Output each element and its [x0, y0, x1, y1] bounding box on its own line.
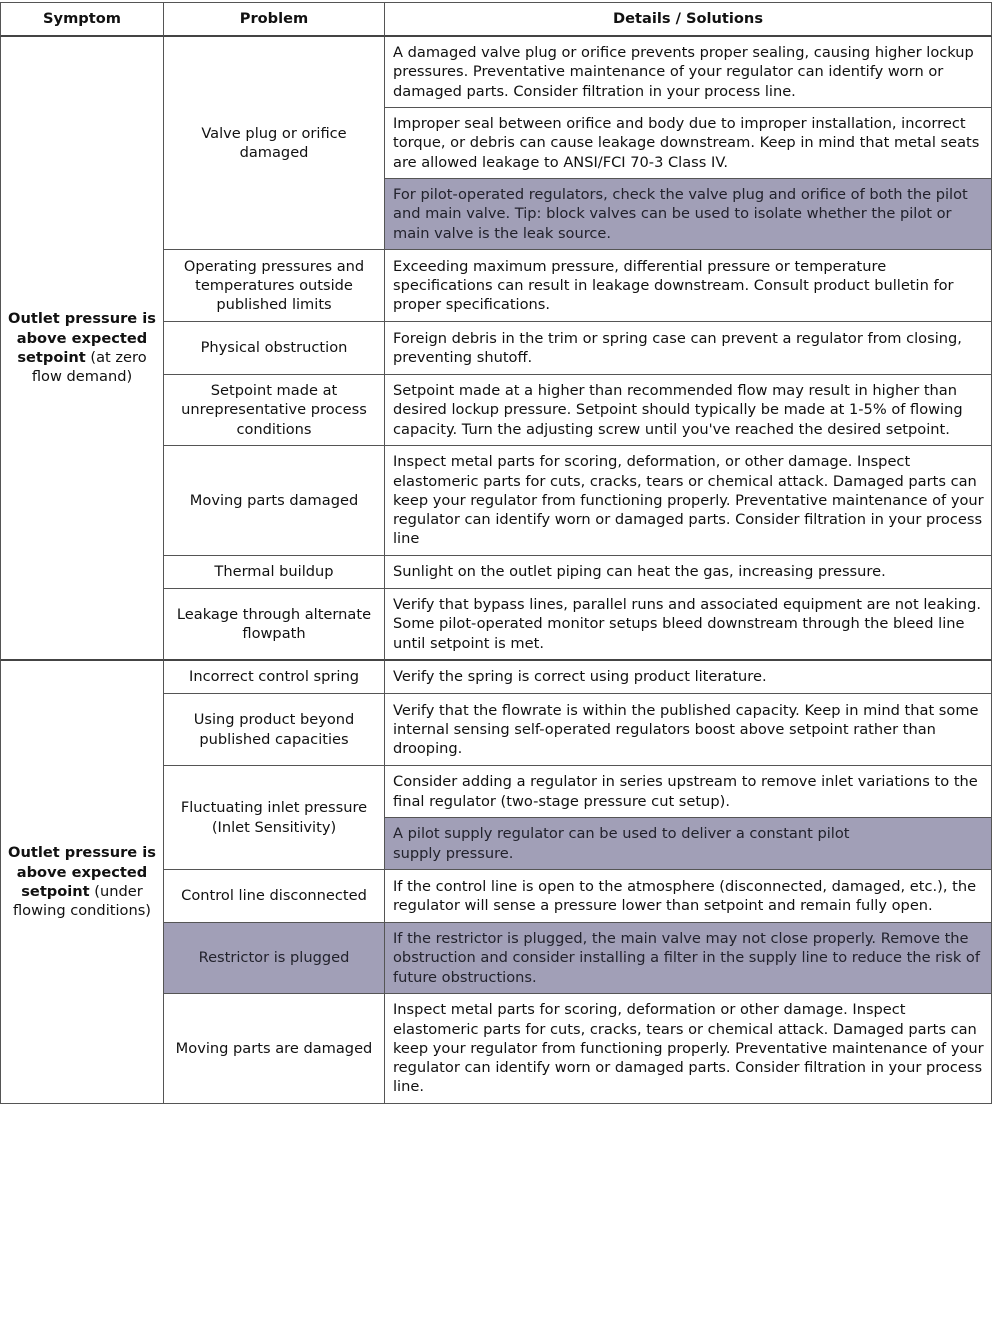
problem-label: Operating pressures and temperatures outside published limits: [183, 257, 365, 314]
detail-text: A damaged valve plug or orifice prevents proper sealing, causing higher lockup pressures. Preventative maintenance of your regulator can identify worn or damaged parts. Consider filtration in your process line.: [393, 44, 974, 100]
symptom-bold-text: Outlet pressure is above expected setpoint: [8, 844, 156, 900]
detail-text: For pilot-operated regulators, check the valve plug and orifice of both the pilot and main valve. Tip: block valves can be used to isolate whether the pilot or main valve is the leak source.: [393, 186, 968, 242]
detail-cell: [385, 250, 992, 322]
problem-label: Setpoint made at unrepresentative process conditions: [181, 382, 367, 438]
detail-text: Foreign debris in the trim or spring case can prevent a regulator from closing, preventing shutoff.: [393, 329, 962, 366]
problem-label: Incorrect control spring: [189, 668, 359, 686]
detail-text: Setpoint made at a higher than recommended flow may result in higher than desired lockup pressure. Setpoint should typically be made at 1-5% of flowing capacity. Turn the adjusting screw until you've reached the desired setpoint.: [393, 382, 963, 438]
header-problem: [164, 2, 385, 37]
problem-label: Control line disconnected: [181, 887, 367, 905]
problem-moving-parts-damaged: [164, 994, 385, 1104]
header-problem-label: Problem: [239, 10, 309, 28]
symptom-rest-text: (under flowing conditions): [12, 883, 152, 920]
problem-valve-plug: [164, 37, 385, 250]
problem-label: Thermal buildup: [214, 563, 334, 581]
problem-label: Valve plug or orifice damaged: [201, 124, 347, 161]
detail-text: A pilot supply regulator can be used to deliver a constant pilot supply pressure.: [393, 825, 850, 862]
problem-setpoint-conditions: [164, 375, 385, 446]
symptom-rest-text: (at zero flow demand): [31, 349, 147, 386]
detail-cell: [385, 322, 992, 375]
symptom-cell-flowing: [0, 661, 164, 1104]
problem-label: Using product beyond published capacities: [193, 711, 355, 748]
problem-leakage-flowpath: [164, 589, 385, 661]
detail-cell-highlighted: [385, 923, 992, 994]
detail-cell: [385, 870, 992, 923]
problem-control-line: [164, 870, 385, 923]
problem-label: Physical obstruction: [200, 339, 348, 357]
detail-text: Consider adding a regulator in series upstream to remove inlet variations to the final regulator (two-stage pressure cut setup).: [393, 773, 978, 810]
detail-cell: [385, 694, 992, 766]
detail-cell: [385, 108, 992, 179]
detail-cell-highlighted: [385, 818, 992, 870]
problem-restrictor-plugged: [164, 923, 385, 994]
problem-beyond-capacity: [164, 694, 385, 766]
problem-thermal-buildup: [164, 556, 385, 589]
problem-physical-obstruction: [164, 322, 385, 375]
problem-inlet-pressure: [164, 766, 385, 870]
symptom-cell-zero-flow: [0, 37, 164, 661]
detail-cell: [385, 375, 992, 446]
problem-operating-pressures: [164, 250, 385, 322]
detail-cell: [385, 589, 992, 661]
problem-label: Moving parts damaged: [189, 491, 359, 509]
detail-cell: [385, 661, 992, 694]
header-symptom: [0, 2, 164, 37]
detail-cell-highlighted: [385, 179, 992, 250]
detail-cell: [385, 37, 992, 108]
detail-text: If the control line is open to the atmosphere (disconnected, damaged, etc.), the regulator will sense a pressure lower than setpoint and remain fully open.: [393, 877, 977, 914]
problem-control-spring: [164, 661, 385, 694]
problem-label: Moving parts are damaged: [175, 1039, 373, 1057]
detail-cell: [385, 766, 992, 818]
detail-text: If the restrictor is plugged, the main valve may not close properly. Remove the obstruction and consider installing a filter in the supply line to reduce the risk of future obstructions.: [393, 930, 980, 986]
detail-text: Improper seal between orifice and body due to improper installation, incorrect torque, or debris can cause leakage downstream. Keep in mind that metal seats are allowed leakage to ANSI/FCI 70-3 Class IV.: [393, 115, 980, 171]
detail-cell: [385, 446, 992, 556]
header-details-label: Details / Solutions: [612, 10, 764, 28]
detail-text: Inspect metal parts for scoring, deformation or other damage. Inspect elastomeric parts for cuts, cracks, tears or chemical attack. Damaged parts can keep your regulator from functioning properly. Preventative maintenance of your regulator can identify worn or damaged parts. Consider filtration in your process line.: [393, 1001, 984, 1096]
symptom-bold-text: Outlet pressure is above expected setpoint: [8, 310, 156, 366]
header-details: [385, 2, 992, 37]
detail-text: Verify that bypass lines, parallel runs and associated equipment are not leaking. Some pilot-operated monitor setups bleed downstream through the bleed line until setpoint is met.: [393, 596, 981, 652]
detail-text: Exceeding maximum pressure, differential pressure or temperature specifications can result in leakage downstream. Consult product bulletin for proper specifications.: [393, 257, 954, 314]
detail-text: Verify that the flowrate is within the published capacity. Keep in mind that some internal sensing self-operated regulators boost above setpoint rather than drooping.: [393, 701, 979, 758]
problem-label: Leakage through alternate flowpath: [176, 605, 372, 642]
problem-label: Fluctuating inlet pressure (Inlet Sensitivity): [180, 799, 368, 836]
problem-moving-parts: [164, 446, 385, 556]
detail-text: Inspect metal parts for scoring, deformation, or other damage. Inspect elastomeric parts for cuts, cracks, tears or chemical attack. Damaged parts can keep your regulator from functioning properly. Preventative maintenance of your regulator can identify worn or damaged parts. Consider filtration in your process line: [393, 453, 984, 548]
detail-cell: [385, 994, 992, 1104]
detail-text: Sunlight on the outlet piping can heat the gas, increasing pressure.: [393, 563, 886, 581]
detail-cell: [385, 556, 992, 589]
header-symptom-label: Symptom: [43, 10, 121, 28]
detail-text: Verify the spring is correct using product literature.: [393, 668, 767, 686]
problem-label: Restrictor is plugged: [198, 949, 350, 967]
